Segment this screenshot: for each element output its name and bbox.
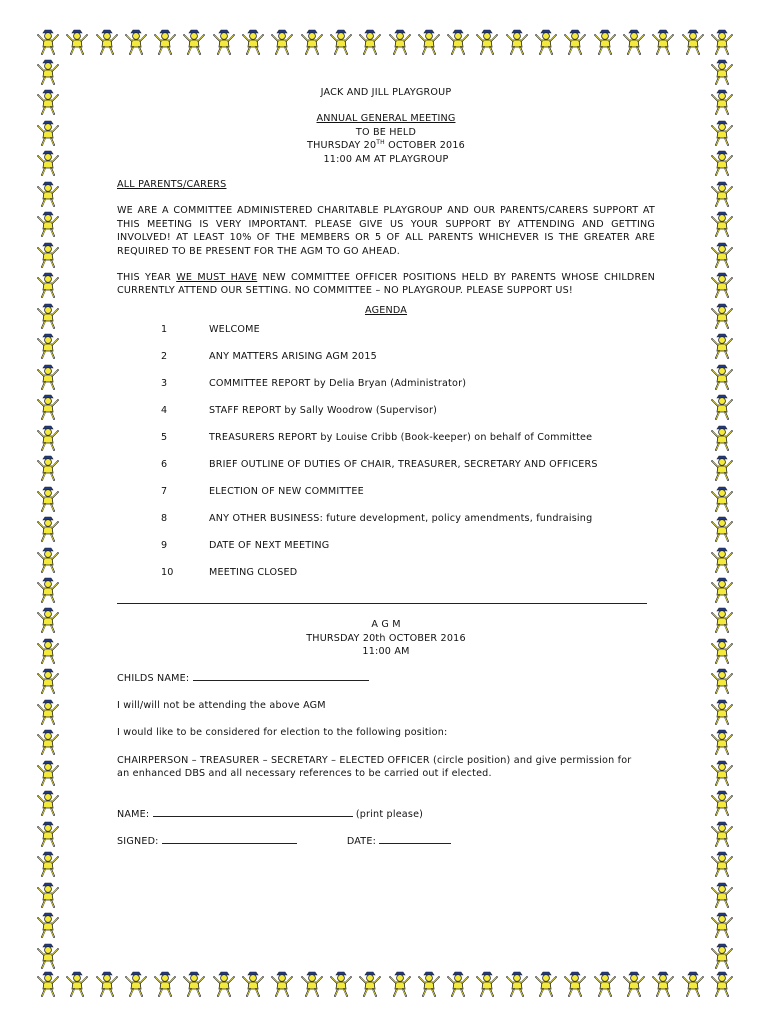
- agenda-item-number: 10: [161, 567, 174, 579]
- cartoon-child-icon: [300, 28, 324, 56]
- cartoon-child-icon: [593, 28, 617, 56]
- addressee: ALL PARENTS/CARERS: [117, 179, 227, 191]
- agenda-item-text: TREASURERS REPORT by Louise Cribb (Book-keeper) on behalf of Committee: [209, 432, 593, 444]
- border-right: [710, 58, 736, 970]
- positions-statement: CHAIRPERSON – TREASURER – SECRETARY – ELECTED OFFICER (circle position) and give permission for an enhanced DBS and all necessary references to be carried out if elected.: [117, 754, 632, 780]
- cartoon-child-icon: [681, 970, 705, 998]
- cartoon-child-icon: [36, 58, 60, 86]
- cartoon-child-icon: [710, 606, 734, 634]
- border-bottom: [36, 970, 734, 1000]
- cartoon-child-icon: [622, 970, 646, 998]
- cartoon-child-icon: [65, 28, 89, 56]
- cartoon-child-icon: [36, 363, 60, 391]
- agenda-item-number: 4: [161, 405, 168, 417]
- agenda-item: [117, 404, 655, 431]
- agenda-item-text: DATE OF NEXT MEETING: [209, 540, 330, 552]
- cartoon-child-icon: [241, 970, 265, 998]
- committee-paragraph: THIS YEAR WE MUST HAVE NEW COMMITTEE OFFICER POSITIONS HELD BY PARENTS WHOSE CHILDREN CURRENTLY ATTEND OUR SETTING. NO COMMITTEE – NO PLAYGROUP. PLEASE SUPPORT US!: [117, 272, 656, 297]
- agenda-item-text: COMMITTEE REPORT by Delia Bryan (Administrator): [209, 378, 467, 390]
- cartoon-child-icon: [710, 728, 734, 756]
- cartoon-child-icon: [153, 970, 177, 998]
- cartoon-child-icon: [710, 789, 734, 817]
- cartoon-child-icon: [710, 119, 734, 147]
- agenda-item-number: 9: [161, 540, 168, 552]
- cartoon-child-icon: [534, 28, 558, 56]
- cartoon-child-icon: [710, 667, 734, 695]
- cartoon-child-icon: [300, 970, 324, 998]
- signature-field[interactable]: [162, 842, 297, 844]
- agenda-item: [117, 458, 655, 485]
- agenda-item-number: 5: [161, 432, 168, 444]
- cartoon-child-icon: [358, 28, 382, 56]
- agenda-item-text: ANY OTHER BUSINESS: future development, policy amendments, fundraising: [209, 513, 593, 525]
- cartoon-child-icon: [710, 970, 734, 998]
- cartoon-child-icon: [710, 271, 734, 299]
- agenda-item-text: ELECTION OF NEW COMMITTEE: [209, 486, 364, 498]
- agenda-item: [117, 431, 655, 458]
- form-time: 11:00 AM: [362, 646, 410, 658]
- child-name-field[interactable]: [193, 679, 369, 681]
- cartoon-child-icon: [329, 28, 353, 56]
- agenda-item-number: 7: [161, 486, 168, 498]
- cartoon-child-icon: [36, 789, 60, 817]
- agenda-item-number: 6: [161, 459, 168, 471]
- cartoon-child-icon: [710, 759, 734, 787]
- cartoon-child-icon: [710, 180, 734, 208]
- cartoon-child-icon: [651, 28, 675, 56]
- agenda-item: [117, 485, 655, 512]
- meeting-title: ANNUAL GENERAL MEETING: [316, 113, 456, 125]
- cartoon-child-icon: [563, 970, 587, 998]
- cartoon-child-icon: [651, 970, 675, 998]
- cartoon-child-icon: [270, 28, 294, 56]
- cartoon-child-icon: [710, 58, 734, 86]
- cartoon-child-icon: [36, 759, 60, 787]
- cartoon-child-icon: [36, 576, 60, 604]
- agenda-item: [117, 512, 655, 539]
- cartoon-child-icon: [622, 28, 646, 56]
- cartoon-child-icon: [65, 970, 89, 998]
- agenda-item-number: 2: [161, 351, 168, 363]
- cartoon-child-icon: [710, 576, 734, 604]
- border-top: [36, 28, 734, 58]
- cartoon-child-icon: [36, 698, 60, 726]
- cartoon-child-icon: [36, 88, 60, 116]
- agenda-item-text: WELCOME: [209, 324, 260, 336]
- agenda-item-number: 1: [161, 324, 168, 336]
- cartoon-child-icon: [36, 424, 60, 452]
- cartoon-child-icon: [153, 28, 177, 56]
- cartoon-child-icon: [710, 363, 734, 391]
- cartoon-child-icon: [36, 820, 60, 848]
- cartoon-child-icon: [446, 970, 470, 998]
- cartoon-child-icon: [710, 820, 734, 848]
- cartoon-child-icon: [710, 302, 734, 330]
- cartoon-child-icon: [710, 424, 734, 452]
- cartoon-child-icon: [36, 881, 60, 909]
- cartoon-child-icon: [710, 942, 734, 970]
- cartoon-child-icon: [95, 970, 119, 998]
- attending-statement: I will/will not be attending the above AGM: [117, 699, 326, 711]
- cartoon-child-icon: [36, 667, 60, 695]
- cartoon-child-icon: [417, 28, 441, 56]
- agenda-item: [117, 350, 655, 377]
- cartoon-child-icon: [212, 970, 236, 998]
- agenda-item: [117, 323, 655, 350]
- cartoon-child-icon: [710, 210, 734, 238]
- cartoon-child-icon: [36, 241, 60, 269]
- cartoon-child-icon: [270, 970, 294, 998]
- cartoon-child-icon: [212, 28, 236, 56]
- cartoon-child-icon: [710, 28, 734, 56]
- cartoon-child-icon: [710, 911, 734, 939]
- form-date: THURSDAY 20th OCTOBER 2016: [306, 632, 466, 644]
- agenda-item-text: ANY MATTERS ARISING AGM 2015: [209, 351, 377, 363]
- cartoon-child-icon: [710, 515, 734, 543]
- agenda-item-text: BRIEF OUTLINE OF DUTIES OF CHAIR, TREASURER, SECRETARY AND OFFICERS: [209, 459, 598, 471]
- cartoon-child-icon: [182, 970, 206, 998]
- cartoon-child-icon: [329, 970, 353, 998]
- cartoon-child-icon: [36, 850, 60, 878]
- child-name-row: CHILDS NAME:: [117, 672, 655, 685]
- cartoon-child-icon: [710, 850, 734, 878]
- cartoon-child-icon: [36, 210, 60, 238]
- cartoon-child-icon: [124, 970, 148, 998]
- cartoon-child-icon: [475, 28, 499, 56]
- cartoon-child-icon: [710, 241, 734, 269]
- cartoon-child-icon: [505, 28, 529, 56]
- agenda-title: AGENDA: [364, 304, 408, 316]
- cartoon-child-icon: [124, 28, 148, 56]
- cartoon-child-icon: [710, 546, 734, 574]
- org-name: JACK AND JILL PLAYGROUP: [320, 87, 452, 98]
- name-field[interactable]: [153, 815, 353, 817]
- cartoon-child-icon: [475, 970, 499, 998]
- cartoon-child-icon: [36, 637, 60, 665]
- date-field[interactable]: [379, 842, 451, 844]
- cartoon-child-icon: [710, 698, 734, 726]
- cartoon-child-icon: [36, 454, 60, 482]
- election-statement: I would like to be considered for election to the following position:: [117, 727, 448, 739]
- cartoon-child-icon: [710, 393, 734, 421]
- cartoon-child-icon: [417, 970, 441, 998]
- cartoon-child-icon: [36, 485, 60, 513]
- cartoon-child-icon: [446, 28, 470, 56]
- cartoon-child-icon: [563, 28, 587, 56]
- form-title: A G M: [371, 619, 401, 631]
- agenda-item: [117, 566, 655, 593]
- border-left: [36, 58, 62, 970]
- cartoon-child-icon: [36, 606, 60, 634]
- cartoon-child-icon: [710, 149, 734, 177]
- cartoon-child-icon: [388, 970, 412, 998]
- cartoon-child-icon: [358, 970, 382, 998]
- cartoon-child-icon: [36, 28, 60, 56]
- cartoon-child-icon: [36, 393, 60, 421]
- cartoon-child-icon: [36, 942, 60, 970]
- cartoon-child-icon: [534, 970, 558, 998]
- cartoon-child-icon: [36, 332, 60, 360]
- cartoon-child-icon: [710, 332, 734, 360]
- cartoon-child-icon: [710, 88, 734, 116]
- cartoon-child-icon: [681, 28, 705, 56]
- agenda-item-text: MEETING CLOSED: [209, 567, 298, 579]
- agenda-item-number: 3: [161, 378, 168, 390]
- intro-paragraph: WE ARE A COMMITTEE ADMINISTERED CHARITABLE PLAYGROUP AND OUR PARENTS/CARERS SUPPORT AT THIS MEETING IS VERY IMPORTANT. PLEASE GIVE US YOUR SUPPORT BY ATTENDING AND GETTING INVOLVED! AT LEAST 10% OF THE MEMBERS OR 5 OF ALL PARENTS WHICHEVER IS THE GREATER ARE REQUIRED TO BE PRESENT FOR THE AGM TO GO AHEAD.: [117, 205, 655, 257]
- cartoon-child-icon: [710, 637, 734, 665]
- agenda-item: [117, 377, 655, 404]
- cartoon-child-icon: [36, 149, 60, 177]
- cartoon-child-icon: [241, 28, 265, 56]
- cartoon-child-icon: [36, 728, 60, 756]
- document-body: [117, 86, 655, 848]
- agenda-item-text: STAFF REPORT by Sally Woodrow (Supervisor): [209, 405, 438, 417]
- agenda-item-number: 8: [161, 513, 168, 525]
- cartoon-child-icon: [710, 454, 734, 482]
- cartoon-child-icon: [36, 546, 60, 574]
- cartoon-child-icon: [388, 28, 412, 56]
- signature-row: SIGNED: DATE:: [117, 835, 655, 848]
- cartoon-child-icon: [36, 119, 60, 147]
- cartoon-child-icon: [505, 970, 529, 998]
- cartoon-child-icon: [36, 515, 60, 543]
- cartoon-child-icon: [182, 28, 206, 56]
- cartoon-child-icon: [36, 302, 60, 330]
- to-be-held: TO BE HELD: [355, 126, 417, 138]
- cartoon-child-icon: [593, 970, 617, 998]
- name-row: NAME: (print please): [117, 808, 424, 820]
- cartoon-child-icon: [36, 970, 60, 998]
- cartoon-child-icon: [95, 28, 119, 56]
- cartoon-child-icon: [36, 180, 60, 208]
- meeting-time-place: 11:00 AM AT PLAYGROUP: [323, 153, 449, 165]
- meeting-date: THURSDAY 20TH OCTOBER 2016: [307, 139, 465, 152]
- cartoon-child-icon: [36, 271, 60, 299]
- agenda-item: [117, 539, 655, 566]
- cartoon-child-icon: [36, 911, 60, 939]
- cartoon-child-icon: [710, 881, 734, 909]
- agenda-list: [117, 323, 655, 593]
- cartoon-child-icon: [710, 485, 734, 513]
